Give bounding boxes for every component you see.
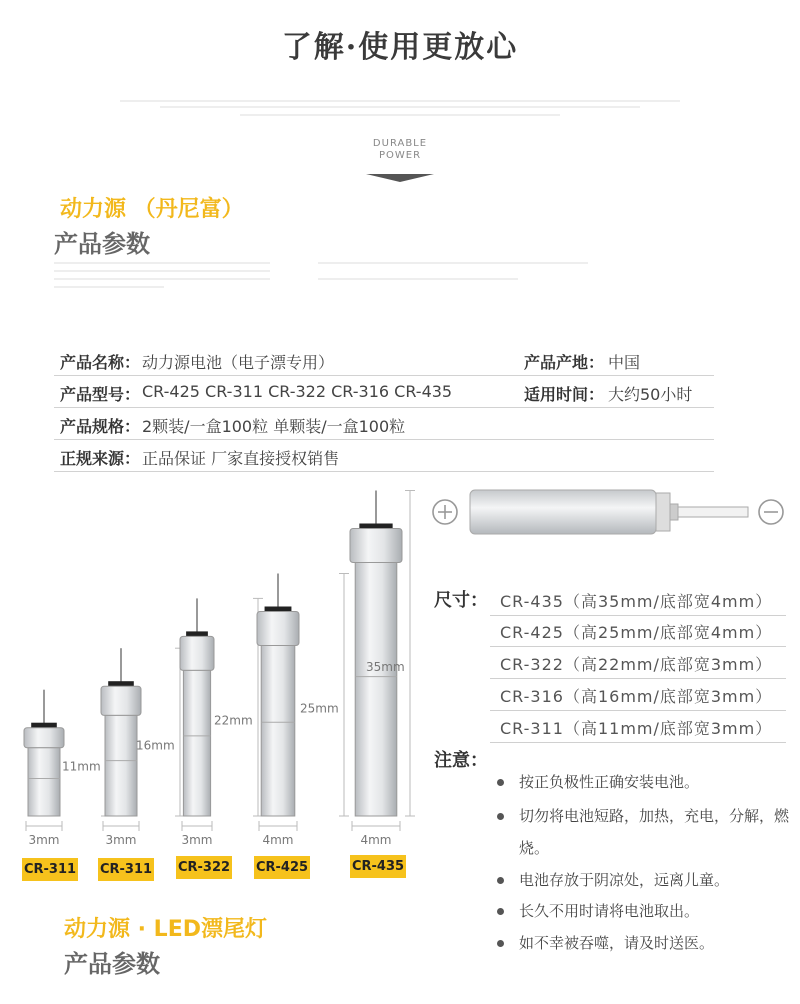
size-row <box>490 679 786 711</box>
battery-body <box>183 670 210 816</box>
note-item <box>497 895 793 927</box>
battery-head <box>180 636 214 670</box>
bullet-icon <box>497 908 504 915</box>
note-text: 长久不用时请将电池取出。 <box>519 902 700 920</box>
spec-label: 产品型号： <box>60 385 141 404</box>
model-tag: CR-322 <box>176 856 232 879</box>
bullet-icon <box>497 813 504 820</box>
size-row <box>490 584 786 616</box>
width-label: 3mm <box>28 833 60 847</box>
model-tag: CR-311 <box>22 858 78 881</box>
chevron-down-icon <box>366 174 434 182</box>
notes-title: 注意： <box>434 750 488 771</box>
note-item <box>497 800 793 864</box>
tagline <box>0 138 800 162</box>
note-text: 电池存放于阴凉处，远离儿童。 <box>519 871 730 889</box>
note-text: 切勿将电池短路，加热，充电，分解，燃烧。 <box>519 807 790 857</box>
note-text: 按正负极性正确安装电池。 <box>519 773 700 791</box>
width-label: 3mm <box>105 833 137 847</box>
faint-text-line <box>54 286 164 288</box>
battery-body <box>105 715 137 816</box>
faint-text-line <box>54 262 270 264</box>
spec-label: 产品产地： <box>524 353 605 372</box>
spec-row <box>54 344 714 376</box>
spec-row <box>54 376 714 408</box>
spec-label: 适用时间： <box>524 385 605 404</box>
bullet-icon <box>497 877 504 884</box>
faint-text-line <box>318 262 588 264</box>
height-label: 16mm <box>136 738 175 753</box>
spec-value: 动力源电池（电子漂专用） <box>142 353 335 372</box>
page-title: 了解·使用更放心 <box>281 30 519 65</box>
width-label: 4mm <box>262 833 294 847</box>
width-label: 3mm <box>181 833 213 847</box>
battery-head <box>24 728 64 748</box>
polarity-illustration <box>428 482 790 544</box>
size-text: CR-435（高35mm/底部宽4mm） <box>500 592 773 611</box>
height-label: 22mm <box>214 713 253 728</box>
size-text: CR-311（高11mm/底部宽3mm） <box>500 719 773 738</box>
note-item <box>497 766 793 798</box>
size-text: CR-322（高22mm/底部宽3mm） <box>500 655 773 674</box>
faint-text-line <box>54 278 270 280</box>
section-subtitle: 产品参数 <box>64 950 160 978</box>
battery-head <box>257 612 299 646</box>
spec-row <box>54 408 714 440</box>
tagline-line-2: POWER <box>378 150 422 161</box>
size-row <box>490 647 786 679</box>
battery-body <box>261 646 295 817</box>
battery-body <box>355 563 397 817</box>
faint-text-line <box>54 270 270 272</box>
size-title: 尺寸： <box>434 590 488 611</box>
battery-head <box>101 686 141 715</box>
battery-illustration <box>0 470 430 890</box>
faint-text-line <box>318 278 518 280</box>
spec-label: 产品规格： <box>60 417 141 436</box>
height-label: 11mm <box>62 759 101 774</box>
battery-head <box>350 529 402 563</box>
spec-value: 2颗装/一盒100粒 单颗装/一盒100粒 <box>142 417 406 436</box>
spec-row <box>54 440 714 472</box>
size-text: CR-316（高16mm/底部宽3mm） <box>500 687 773 706</box>
brand-heading: 动力源 · LED漂尾灯 <box>64 917 267 942</box>
spec-value: CR-425 CR-311 CR-322 CR-316 CR-435 <box>142 382 453 401</box>
size-row <box>490 711 786 743</box>
faint-text-line <box>240 114 560 116</box>
size-row <box>490 615 786 647</box>
model-tag: CR-425 <box>254 856 310 879</box>
faint-text-line <box>120 100 680 102</box>
height-label: 35mm <box>366 659 405 674</box>
faint-text-line <box>160 106 640 108</box>
note-item <box>497 927 793 959</box>
spec-value: 正品保证 厂家直接授权销售 <box>142 449 340 468</box>
size-text: CR-425（高25mm/底部宽4mm） <box>500 623 773 642</box>
width-label: 4mm <box>360 833 392 847</box>
model-tag: CR-311 <box>98 858 154 881</box>
brand-heading: 动力源 （丹尼富） <box>60 197 244 222</box>
spec-value: 大约50小时 <box>608 385 693 404</box>
height-label: 25mm <box>300 701 339 716</box>
bullet-icon <box>497 779 504 786</box>
bullet-icon <box>497 940 504 947</box>
spec-label: 产品名称： <box>60 353 141 372</box>
model-tag: CR-435 <box>350 855 406 878</box>
spec-value: 中国 <box>608 353 641 372</box>
tagline-line-1: DURABLE <box>372 138 428 149</box>
battery-body <box>28 748 60 816</box>
note-item <box>497 864 793 896</box>
spec-label: 正规来源： <box>60 449 141 468</box>
note-text: 如不幸被吞噬，请及时送医。 <box>519 934 715 952</box>
section-subtitle: 产品参数 <box>54 230 150 258</box>
